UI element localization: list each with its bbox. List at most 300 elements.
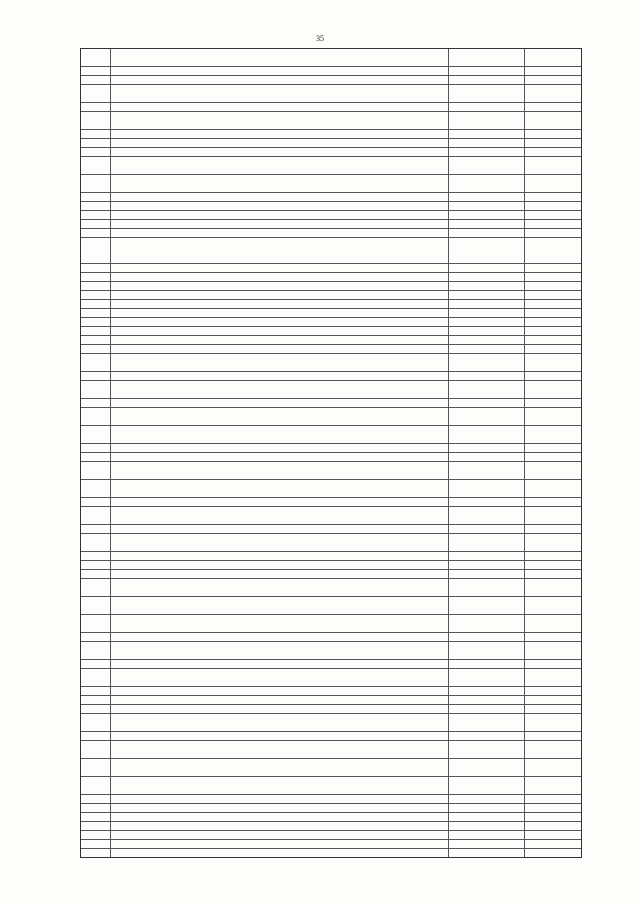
row-number — [81, 453, 111, 461]
waste-name — [111, 291, 449, 299]
waste-code — [449, 193, 525, 201]
table-row — [81, 318, 581, 327]
row-number — [81, 660, 111, 668]
waste-name — [111, 49, 449, 66]
waste-code — [449, 687, 525, 695]
table-row — [81, 372, 581, 381]
waste-code — [449, 202, 525, 210]
table-row — [81, 705, 581, 714]
table-row — [81, 831, 581, 840]
row-number — [81, 282, 111, 290]
row-number — [81, 49, 111, 66]
table-row — [81, 615, 581, 633]
row-number — [81, 211, 111, 219]
waste-name — [111, 238, 449, 263]
waste-mass — [525, 759, 581, 776]
waste-name — [111, 570, 449, 578]
waste-name — [111, 264, 449, 272]
table-row — [81, 804, 581, 813]
waste-mass — [525, 381, 581, 398]
waste-mass — [525, 76, 581, 84]
waste-name — [111, 309, 449, 317]
row-number — [81, 336, 111, 344]
row-number — [81, 804, 111, 812]
table-row — [81, 759, 581, 777]
waste-name — [111, 282, 449, 290]
waste-name — [111, 480, 449, 497]
waste-code — [449, 804, 525, 812]
waste-name — [111, 813, 449, 821]
waste-mass — [525, 67, 581, 75]
waste-name — [111, 462, 449, 479]
row-number — [81, 480, 111, 497]
waste-mass — [525, 273, 581, 281]
waste-mass — [525, 309, 581, 317]
waste-name — [111, 615, 449, 632]
waste-name — [111, 372, 449, 380]
waste-name — [111, 444, 449, 452]
waste-mass — [525, 426, 581, 443]
table-row — [81, 408, 581, 426]
waste-name — [111, 318, 449, 326]
waste-mass — [525, 220, 581, 228]
waste-mass — [525, 642, 581, 659]
waste-name — [111, 507, 449, 524]
row-number — [81, 291, 111, 299]
waste-mass — [525, 687, 581, 695]
waste-name — [111, 354, 449, 371]
waste-mass — [525, 175, 581, 192]
row-number — [81, 552, 111, 560]
waste-name — [111, 795, 449, 803]
table-row — [81, 238, 581, 264]
table-row — [81, 633, 581, 642]
waste-mass — [525, 840, 581, 848]
row-number — [81, 130, 111, 138]
table-row — [81, 112, 581, 130]
waste-code — [449, 318, 525, 326]
waste-mass — [525, 238, 581, 263]
waste-code — [449, 273, 525, 281]
waste-code — [449, 480, 525, 497]
table-row — [81, 148, 581, 157]
table-row — [81, 660, 581, 669]
row-number — [81, 633, 111, 641]
waste-code — [449, 831, 525, 839]
waste-mass — [525, 354, 581, 371]
row-number — [81, 175, 111, 192]
table-row — [81, 507, 581, 525]
table-row — [81, 85, 581, 103]
row-number — [81, 705, 111, 713]
waste-code — [449, 175, 525, 192]
row-number — [81, 238, 111, 263]
row-number — [81, 76, 111, 84]
waste-code — [449, 408, 525, 425]
page-number: 35 — [316, 34, 324, 43]
row-number — [81, 444, 111, 452]
waste-mass — [525, 714, 581, 731]
waste-code — [449, 282, 525, 290]
row-number — [81, 157, 111, 174]
waste-code — [449, 85, 525, 102]
table-row — [81, 534, 581, 552]
table-row — [81, 211, 581, 220]
waste-mass — [525, 408, 581, 425]
table-row — [81, 282, 581, 291]
waste-mass — [525, 696, 581, 704]
row-number — [81, 579, 111, 596]
table-row — [81, 732, 581, 741]
row-number — [81, 85, 111, 102]
row-number — [81, 193, 111, 201]
waste-code — [449, 381, 525, 398]
waste-code — [449, 103, 525, 111]
row-number — [81, 139, 111, 147]
row-number — [81, 300, 111, 308]
waste-name — [111, 76, 449, 84]
waste-name — [111, 193, 449, 201]
row-number — [81, 229, 111, 237]
row-number — [81, 345, 111, 353]
row-number — [81, 103, 111, 111]
table-row — [81, 480, 581, 498]
row-number — [81, 597, 111, 614]
row-number — [81, 777, 111, 794]
waste-mass — [525, 211, 581, 219]
waste-mass — [525, 444, 581, 452]
waste-table — [80, 48, 582, 858]
waste-mass — [525, 336, 581, 344]
row-number — [81, 759, 111, 776]
table-row — [81, 76, 581, 85]
row-number — [81, 112, 111, 129]
waste-code — [449, 597, 525, 614]
table-row — [81, 130, 581, 139]
waste-name — [111, 336, 449, 344]
row-number — [81, 309, 111, 317]
row-number — [81, 318, 111, 326]
row-number — [81, 687, 111, 695]
row-number — [81, 714, 111, 731]
table-row — [81, 49, 581, 67]
waste-name — [111, 345, 449, 353]
waste-code — [449, 660, 525, 668]
row-number — [81, 507, 111, 524]
row-number — [81, 741, 111, 758]
waste-mass — [525, 705, 581, 713]
row-number — [81, 570, 111, 578]
waste-name — [111, 831, 449, 839]
waste-mass — [525, 148, 581, 156]
waste-code — [449, 849, 525, 857]
waste-mass — [525, 264, 581, 272]
waste-code — [449, 76, 525, 84]
table-row — [81, 714, 581, 732]
waste-mass — [525, 291, 581, 299]
waste-name — [111, 112, 449, 129]
table-row — [81, 444, 581, 453]
waste-name — [111, 220, 449, 228]
waste-code — [449, 444, 525, 452]
row-number — [81, 462, 111, 479]
waste-code — [449, 67, 525, 75]
row-number — [81, 264, 111, 272]
table-row — [81, 849, 581, 857]
row-number — [81, 498, 111, 506]
waste-name — [111, 525, 449, 533]
waste-name — [111, 202, 449, 210]
table-row — [81, 777, 581, 795]
waste-code — [449, 238, 525, 263]
waste-mass — [525, 732, 581, 740]
waste-mass — [525, 49, 581, 66]
waste-name — [111, 759, 449, 776]
waste-mass — [525, 552, 581, 560]
waste-name — [111, 552, 449, 560]
waste-mass — [525, 849, 581, 857]
table-row — [81, 327, 581, 336]
waste-name — [111, 408, 449, 425]
waste-name — [111, 426, 449, 443]
table-row — [81, 642, 581, 660]
table-row — [81, 795, 581, 804]
waste-name — [111, 157, 449, 174]
waste-name — [111, 561, 449, 569]
waste-mass — [525, 561, 581, 569]
row-number — [81, 732, 111, 740]
waste-code — [449, 633, 525, 641]
row-number — [81, 273, 111, 281]
waste-name — [111, 840, 449, 848]
waste-code — [449, 372, 525, 380]
row-number — [81, 354, 111, 371]
row-number — [81, 669, 111, 686]
table-row — [81, 399, 581, 408]
table-row — [81, 291, 581, 300]
row-number — [81, 525, 111, 533]
waste-name — [111, 714, 449, 731]
waste-name — [111, 687, 449, 695]
waste-name — [111, 229, 449, 237]
waste-mass — [525, 777, 581, 794]
waste-mass — [525, 615, 581, 632]
table-row — [81, 525, 581, 534]
waste-mass — [525, 372, 581, 380]
waste-code — [449, 777, 525, 794]
waste-mass — [525, 202, 581, 210]
waste-code — [449, 570, 525, 578]
waste-name — [111, 633, 449, 641]
table-row — [81, 552, 581, 561]
table-row — [81, 696, 581, 705]
waste-mass — [525, 318, 581, 326]
table-row — [81, 426, 581, 444]
waste-mass — [525, 507, 581, 524]
waste-code — [449, 291, 525, 299]
waste-name — [111, 67, 449, 75]
row-number — [81, 642, 111, 659]
waste-name — [111, 498, 449, 506]
waste-code — [449, 714, 525, 731]
waste-code — [449, 795, 525, 803]
table-row — [81, 741, 581, 759]
waste-name — [111, 381, 449, 398]
waste-code — [449, 426, 525, 443]
table-row — [81, 229, 581, 238]
waste-mass — [525, 229, 581, 237]
waste-code — [449, 264, 525, 272]
waste-name — [111, 175, 449, 192]
waste-name — [111, 103, 449, 111]
waste-name — [111, 300, 449, 308]
row-number — [81, 795, 111, 803]
waste-mass — [525, 525, 581, 533]
table-row — [81, 193, 581, 202]
table-row — [81, 157, 581, 175]
waste-mass — [525, 282, 581, 290]
row-number — [81, 408, 111, 425]
waste-code — [449, 220, 525, 228]
waste-code — [449, 229, 525, 237]
waste-mass — [525, 597, 581, 614]
table-row — [81, 669, 581, 687]
waste-code — [449, 399, 525, 407]
table-row — [81, 813, 581, 822]
waste-mass — [525, 462, 581, 479]
row-number — [81, 372, 111, 380]
row-number — [81, 849, 111, 857]
waste-code — [449, 453, 525, 461]
table-row — [81, 273, 581, 282]
table-row — [81, 220, 581, 229]
table-row — [81, 67, 581, 76]
waste-name — [111, 822, 449, 830]
table-row — [81, 597, 581, 615]
waste-code — [449, 669, 525, 686]
waste-mass — [525, 579, 581, 596]
waste-mass — [525, 831, 581, 839]
table-row — [81, 462, 581, 480]
waste-mass — [525, 480, 581, 497]
waste-code — [449, 759, 525, 776]
table-row — [81, 579, 581, 597]
waste-mass — [525, 669, 581, 686]
table-row — [81, 345, 581, 354]
row-number — [81, 67, 111, 75]
waste-code — [449, 552, 525, 560]
waste-mass — [525, 795, 581, 803]
waste-name — [111, 669, 449, 686]
row-number — [81, 822, 111, 830]
waste-code — [449, 157, 525, 174]
waste-name — [111, 741, 449, 758]
waste-name — [111, 732, 449, 740]
row-number — [81, 148, 111, 156]
waste-mass — [525, 157, 581, 174]
waste-code — [449, 642, 525, 659]
waste-mass — [525, 660, 581, 668]
waste-mass — [525, 327, 581, 335]
waste-name — [111, 139, 449, 147]
row-number — [81, 426, 111, 443]
waste-mass — [525, 498, 581, 506]
waste-code — [449, 561, 525, 569]
waste-code — [449, 112, 525, 129]
row-number — [81, 327, 111, 335]
waste-mass — [525, 822, 581, 830]
row-number — [81, 381, 111, 398]
waste-mass — [525, 804, 581, 812]
waste-code — [449, 579, 525, 596]
waste-mass — [525, 300, 581, 308]
table-row — [81, 687, 581, 696]
row-number — [81, 813, 111, 821]
waste-mass — [525, 193, 581, 201]
waste-code — [449, 615, 525, 632]
waste-name — [111, 696, 449, 704]
waste-code — [449, 507, 525, 524]
table-row — [81, 175, 581, 193]
table-row — [81, 202, 581, 211]
waste-code — [449, 49, 525, 66]
waste-name — [111, 399, 449, 407]
waste-name — [111, 705, 449, 713]
waste-mass — [525, 85, 581, 102]
waste-code — [449, 148, 525, 156]
waste-mass — [525, 139, 581, 147]
waste-code — [449, 822, 525, 830]
waste-name — [111, 273, 449, 281]
waste-mass — [525, 741, 581, 758]
waste-code — [449, 840, 525, 848]
waste-code — [449, 462, 525, 479]
row-number — [81, 561, 111, 569]
waste-mass — [525, 399, 581, 407]
table-row — [81, 103, 581, 112]
waste-mass — [525, 534, 581, 551]
waste-mass — [525, 112, 581, 129]
row-number — [81, 399, 111, 407]
table-row — [81, 264, 581, 273]
waste-mass — [525, 633, 581, 641]
row-number — [81, 831, 111, 839]
table-row — [81, 561, 581, 570]
waste-name — [111, 777, 449, 794]
waste-code — [449, 211, 525, 219]
row-number — [81, 534, 111, 551]
waste-name — [111, 534, 449, 551]
waste-name — [111, 597, 449, 614]
waste-mass — [525, 813, 581, 821]
waste-mass — [525, 570, 581, 578]
waste-code — [449, 534, 525, 551]
table-row — [81, 453, 581, 462]
waste-code — [449, 525, 525, 533]
waste-code — [449, 309, 525, 317]
waste-name — [111, 130, 449, 138]
waste-mass — [525, 103, 581, 111]
table-row — [81, 336, 581, 345]
waste-name — [111, 211, 449, 219]
table-row — [81, 139, 581, 148]
table-row — [81, 840, 581, 849]
waste-code — [449, 300, 525, 308]
table-row — [81, 570, 581, 579]
waste-mass — [525, 345, 581, 353]
waste-name — [111, 579, 449, 596]
row-number — [81, 840, 111, 848]
